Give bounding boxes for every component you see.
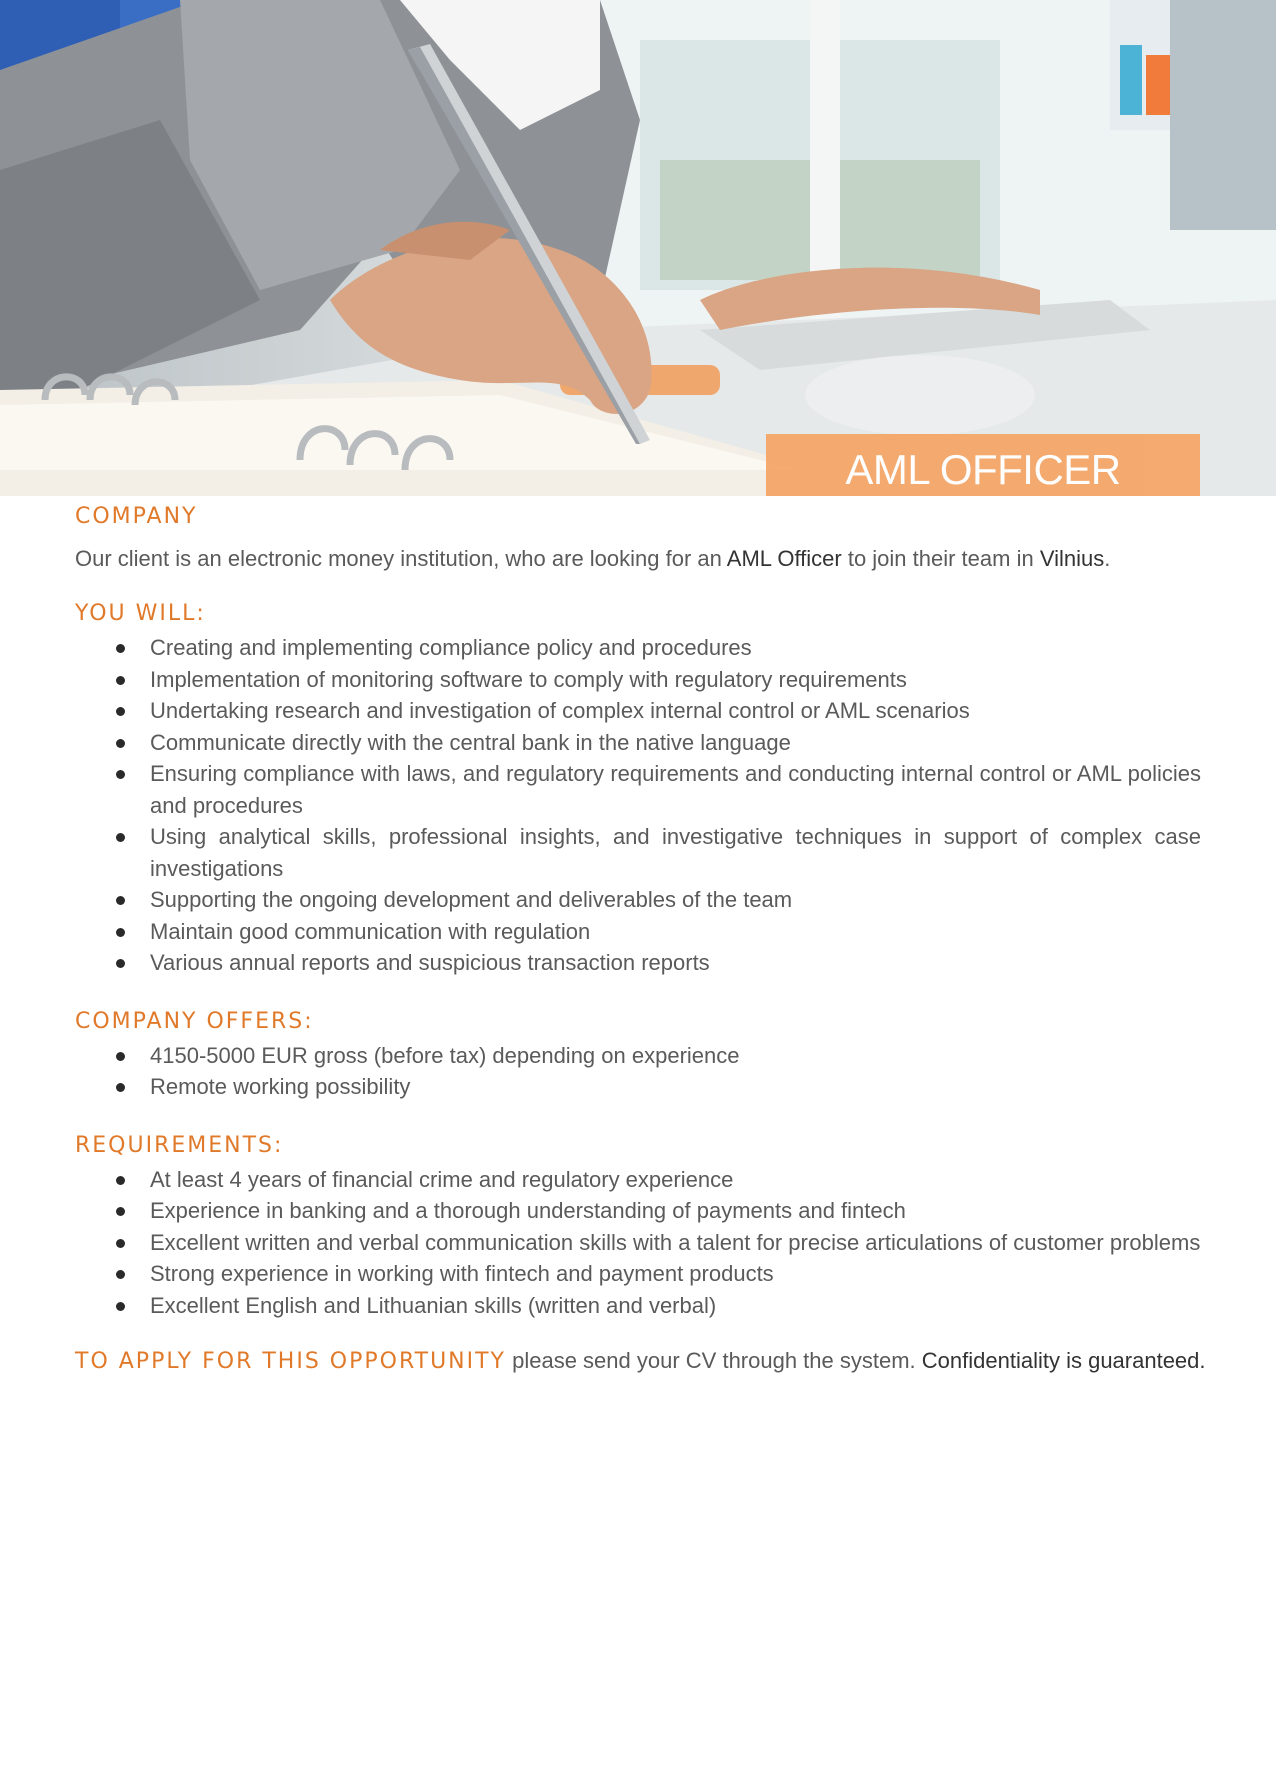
list-item <box>75 916 1201 948</box>
hero-photo-illustration <box>0 0 1276 496</box>
job-title: AML OFFICER <box>845 446 1121 493</box>
list-item <box>75 695 1201 727</box>
list-item-text: Remote working possibility <box>150 1074 411 1099</box>
you-will-list <box>75 632 1201 979</box>
bullet-icon <box>116 928 125 937</box>
list-item <box>75 947 1201 979</box>
bullet-icon <box>116 1302 125 1311</box>
bullet-icon <box>116 959 125 968</box>
list-item <box>75 1071 1201 1103</box>
list-item-text: Undertaking research and investigation of complex internal control or AML scenarios <box>150 698 970 723</box>
company-paragraph <box>75 543 1201 575</box>
company-city: Vilnius <box>1039 546 1105 571</box>
list-item-text: Communicate directly with the central bank in the native language <box>150 729 791 755</box>
list-item <box>75 1258 1201 1290</box>
list-item-text: Experience in banking and a thorough understanding of payments and fintech <box>150 1198 906 1223</box>
requirements-list <box>75 1164 1201 1322</box>
bullet-icon <box>116 770 125 779</box>
bullet-icon <box>116 896 125 905</box>
bullet-icon <box>116 1083 125 1092</box>
apply-text: please send your CV through the system. <box>506 1348 922 1373</box>
list-item-text: Ensuring compliance with laws, and regulatory requirements and conducting internal control or AML policies and procedures <box>150 761 1201 818</box>
bullet-icon <box>116 644 125 653</box>
bullet-icon <box>116 739 125 748</box>
list-item <box>75 1195 1201 1227</box>
list-item-text: Implementation of monitoring software to comply with regulatory requirements <box>150 666 907 692</box>
list-item-text: Various annual reports and suspicious transaction reports <box>150 950 710 975</box>
offers-list <box>75 1040 1201 1103</box>
list-item <box>75 1227 1201 1259</box>
list-item <box>75 758 1201 821</box>
requirements-heading: REQUIREMENTS: <box>75 1132 284 1158</box>
list-item <box>75 1164 1201 1196</box>
list-item-text: Supporting the ongoing development and deliverables of the team <box>150 887 793 912</box>
job-title-banner <box>766 434 1200 496</box>
list-item-text: Strong experience in working with fintech and payment products <box>150 1261 774 1286</box>
list-item-text: Using analytical skills, professional insights, and investigative techniques in support of complex case investigations <box>150 824 1201 881</box>
bullet-icon <box>116 1176 125 1185</box>
list-item-text: Excellent written and verbal communication skills with a talent for precise articulations of customer problems <box>150 1229 1201 1255</box>
list-item <box>75 727 1201 759</box>
bullet-icon <box>116 707 125 716</box>
company-role: AML Officer <box>726 546 842 571</box>
list-item <box>75 632 1201 664</box>
job-description <box>75 500 1206 1400</box>
company-text-before: Our client is an electronic money institution, who are looking for an <box>75 546 727 571</box>
list-item-text: At least 4 years of financial crime and regulatory experience <box>150 1166 734 1192</box>
confidentiality-note: Confidentiality is guaranteed. <box>921 1348 1206 1373</box>
apply-paragraph <box>75 1345 1206 1378</box>
list-item <box>75 884 1201 916</box>
list-item <box>75 1040 1201 1072</box>
company-text-end: . <box>1104 546 1111 571</box>
list-item-text: Excellent English and Lithuanian skills (written and verbal) <box>150 1292 717 1318</box>
list-item-text: 4150-5000 EUR gross (before tax) depending on experience <box>150 1042 740 1068</box>
bullet-icon <box>116 1270 125 1279</box>
list-item-text: Maintain good communication with regulation <box>150 918 591 944</box>
company-text-middle: to join their team in <box>841 546 1040 571</box>
list-item <box>75 1290 1201 1322</box>
list-item <box>75 664 1201 696</box>
offers-heading: COMPANY OFFERS: <box>75 1008 314 1034</box>
bullet-icon <box>116 1239 125 1248</box>
list-item <box>75 821 1201 884</box>
company-heading: COMPANY <box>75 504 198 529</box>
bullet-icon <box>116 833 125 842</box>
bullet-icon <box>116 676 125 685</box>
list-item-text: Creating and implementing compliance policy and procedures <box>150 635 752 660</box>
hero-image <box>0 0 1276 496</box>
apply-heading: TO APPLY FOR THIS OPPORTUNITY <box>75 1349 506 1374</box>
you-will-heading: YOU WILL: <box>75 601 206 626</box>
bullet-icon <box>116 1052 125 1061</box>
bullet-icon <box>116 1207 125 1216</box>
